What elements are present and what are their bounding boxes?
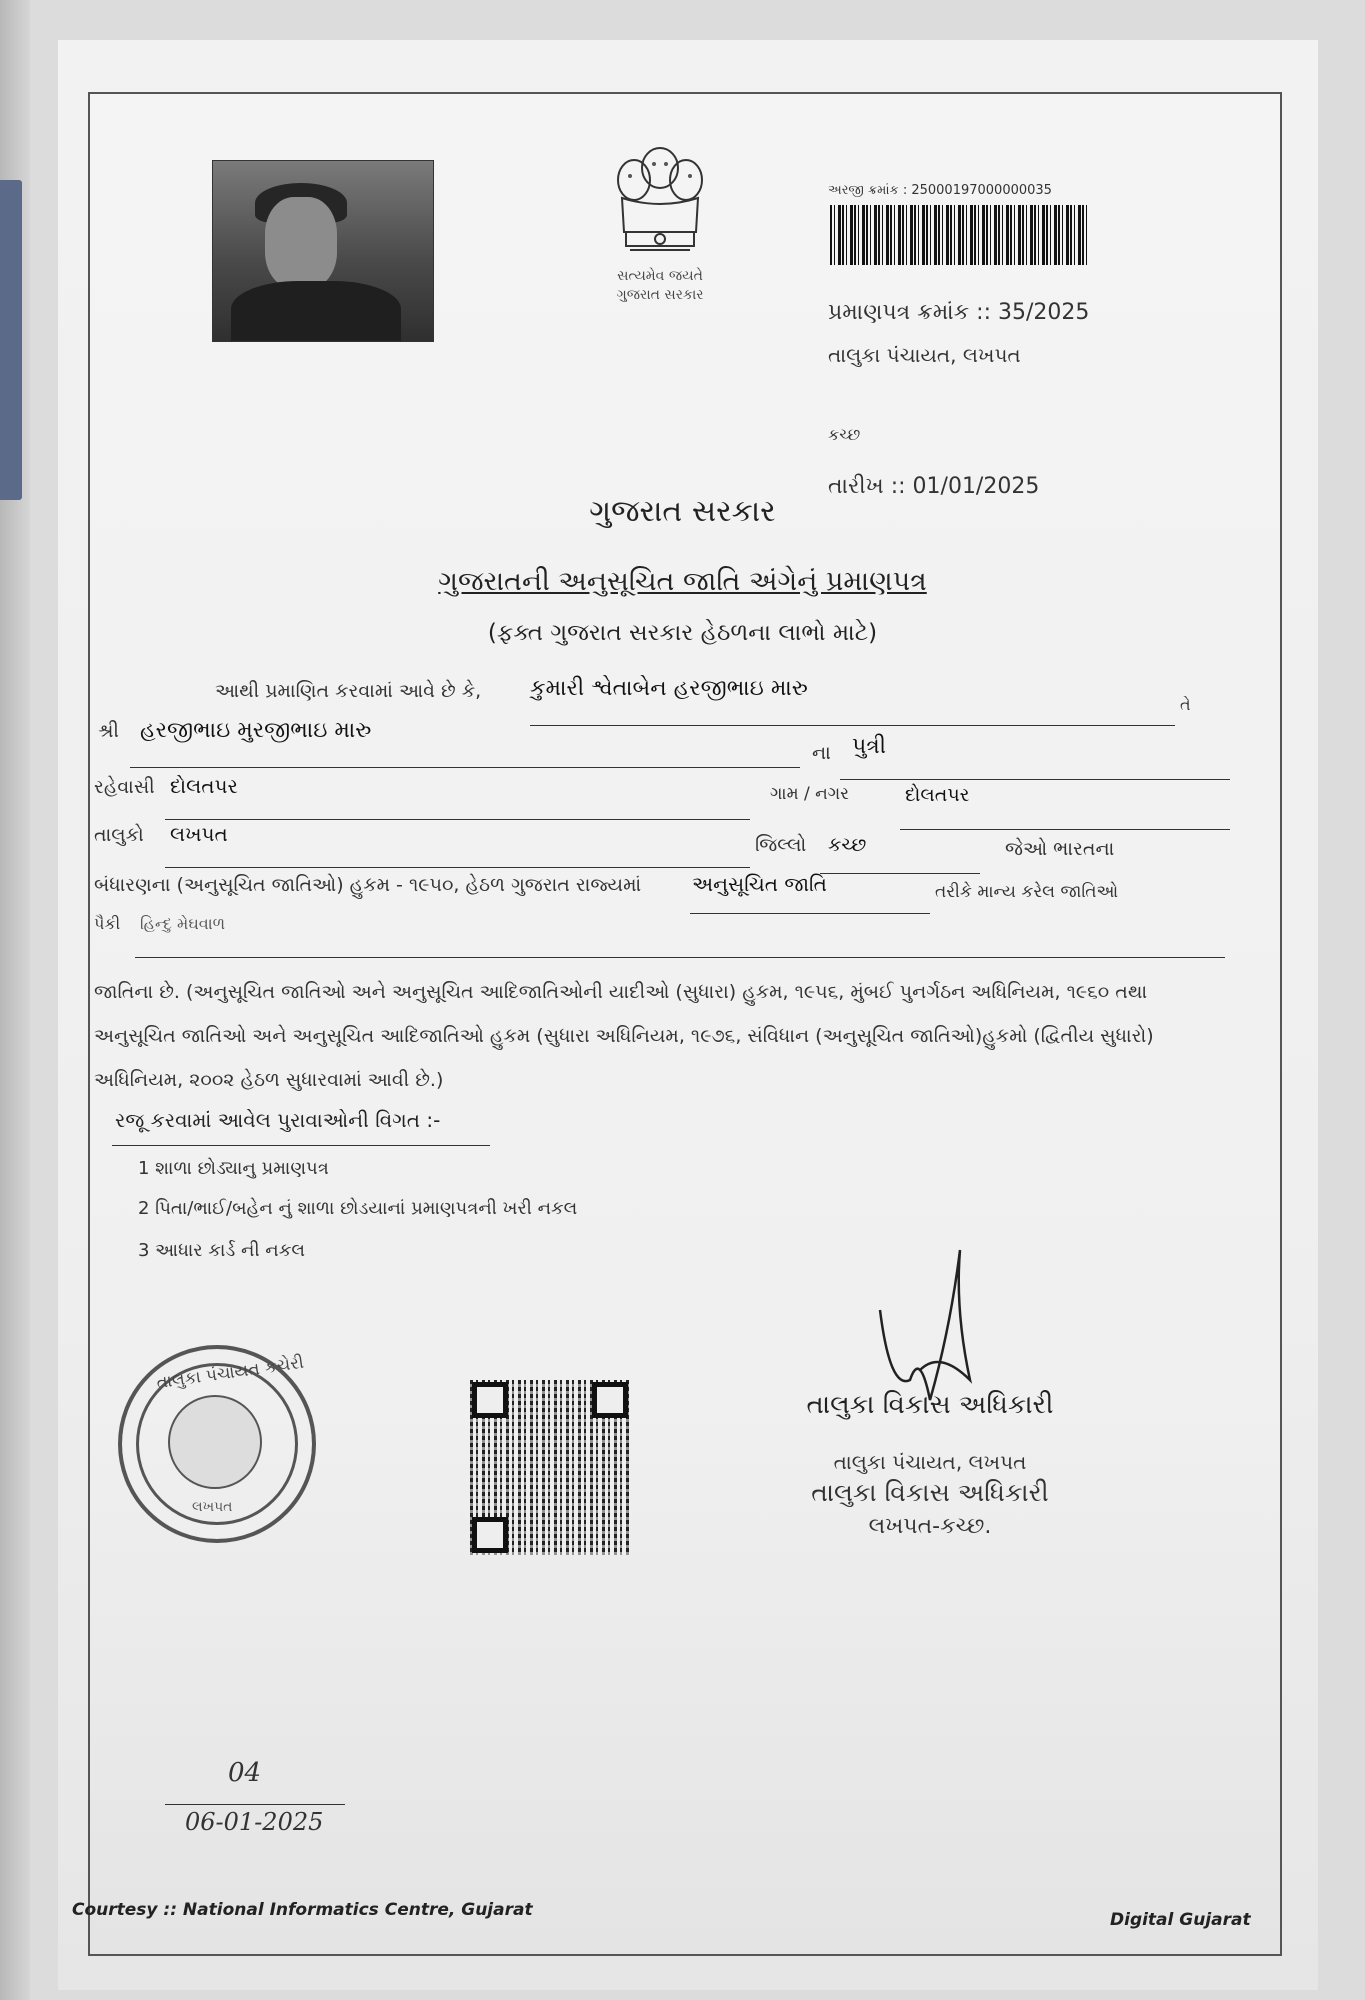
relation-line — [840, 778, 1230, 780]
village-label: ગામ / નગર — [770, 784, 849, 804]
stamp-line-1: તાલુકા પંચાયત, લખપત — [833, 1450, 1027, 1474]
emblem-motto: સત્યમેવ જયતે — [617, 268, 703, 284]
constitution-text: બંધારણના (અનુસૂચિત જાતિઓ) હુકમ - ૧૯૫૦, હેઠળ ગુજરાત રાજ્યમાં — [94, 874, 642, 896]
government-title: ગુજરાત સરકાર — [589, 494, 776, 529]
seal-top-text: તાલુકા પંચાયત કચેરી — [155, 1352, 306, 1394]
taluka-line — [165, 866, 750, 868]
official-signature — [860, 1230, 990, 1410]
evidence-item: 1 શાળા છોડ્યાનુ પ્રમાણપત્ર — [138, 1158, 329, 1179]
qr-finder — [472, 1517, 508, 1553]
village-value: દોલતપર — [905, 784, 970, 806]
handwritten-date: 06-01-2025 — [185, 1808, 324, 1836]
stamp-line-3: લખપત-કચ્છ. — [868, 1514, 992, 1539]
relation-value: પુત્રી — [852, 734, 887, 759]
resident-value: દોલતપર — [170, 774, 238, 798]
category-value: અનુસૂચિત જાતિ — [692, 872, 827, 896]
issuing-office: તાલુકા પંચાયત, લખપત — [828, 343, 1021, 367]
footer-digital-gujarat: Digital Gujarat — [1110, 1910, 1251, 1930]
caste-value: હિન્દુ મેઘવાળ — [140, 914, 226, 933]
legal-paragraph-line-2: અનુસૂચિત જાતિઓ અને અનુસૂચિત આદિજાતિઓ હુકમ (સુધારા અધિનિયમ, ૧૯૭૬, સંવિધાન (અનુસૂચિત જાતિઓ)હુકમો (દ્વિતીય સુધારો) — [94, 1025, 1154, 1047]
handwritten-number: 04 — [228, 1758, 262, 1788]
qr-finder — [472, 1382, 508, 1418]
evidence-heading-line — [112, 1144, 490, 1146]
background-object-edge — [0, 180, 22, 500]
village-line — [900, 828, 1230, 830]
certificate-number: પ્રમાણપત્ર ક્રમાંક :: 35/2025 — [828, 300, 1090, 325]
resident-line — [165, 818, 750, 820]
na-label: ના — [812, 742, 831, 764]
photo-face — [265, 197, 337, 289]
legal-paragraph-line-1: જાતિના છે. (અનુસૂચિત જાતિઓ અને અનુસૂચિત આદિજાતિઓની યાદીઓ (સુધારા) હુકમ, ૧૯૫૬, મુંબઈ પુનર્ગઠન અધિનિયમ, ૧૯૬૦ તથા — [94, 981, 1148, 1003]
qr-code — [470, 1380, 630, 1555]
application-number: અરજી ક્રમાંક : 25000197000000035 — [828, 183, 1052, 198]
seal-emblem — [168, 1395, 262, 1489]
evidence-heading: રજૂ કરવામાં આવેલ પુરાવાઓની વિગત :- — [115, 1108, 441, 1132]
footer-courtesy: Courtesy :: National Informatics Centre, Gujarat — [72, 1900, 533, 1920]
issue-date: તારીખ :: 01/01/2025 — [828, 474, 1040, 499]
handwritten-divider — [165, 1803, 345, 1805]
evidence-item: 2 પિતા/ભાઈ/બહેન નું શાળા છોડયાનાં પ્રમાણપત્રની ખરી નકલ — [138, 1198, 578, 1219]
state-emblem-icon — [600, 140, 720, 270]
taluka-value: લખપત — [170, 822, 228, 846]
qr-finder — [592, 1382, 628, 1418]
father-name: હરજીભાઇ મુરજીભાઇ મારુ — [140, 718, 372, 743]
certificate-note: (ફક્ત ગુજરાત સરકાર હેઠળના લાભો માટે) — [487, 620, 878, 646]
photo-body — [231, 281, 401, 342]
district-line — [820, 872, 980, 874]
certify-label: આથી પ્રમાણિત કરવામાં આવે છે કે, — [215, 680, 482, 702]
taluka-label: તાલુકો — [94, 824, 144, 846]
applicant-name-line — [530, 724, 1175, 726]
issuing-district: કચ્છ — [828, 425, 861, 444]
recognized-text: તરીકે માન્ય કરેલ જાતિઓ — [935, 882, 1119, 902]
father-name-line — [130, 766, 800, 768]
legal-paragraph — [94, 970, 1244, 1102]
caste-prefix: પૈકી — [94, 914, 121, 933]
category-line — [690, 912, 930, 914]
evidence-item: 3 આધાર કાર્ડ ની નકલ — [138, 1240, 306, 1261]
barcode — [830, 205, 1088, 265]
resident-label: રહેવાસી — [94, 776, 155, 798]
caste-line — [135, 956, 1225, 958]
applicant-name: કુમારી શ્વેતાબેન હરજીભાઇ મારુ — [530, 676, 808, 701]
district-value: કચ્છ — [828, 834, 867, 856]
te-label: તે — [1180, 695, 1191, 714]
stamp-line-2: તાલુકા વિકાસ અધિકારી — [811, 1478, 1049, 1507]
certificate-title: ગુજરાતની અનુસૂચિત જાતિ અંગેનું પ્રમાણપત્ર — [438, 566, 927, 597]
legal-paragraph-line-3: અધિનિયમ, ૨૦૦૨ હેઠળ સુધારવામાં આવી છે.) — [94, 1069, 444, 1091]
office-seal — [118, 1345, 316, 1543]
applicant-photo — [212, 160, 434, 342]
jeo-bharat-label: જેઓ ભારતના — [1005, 838, 1115, 860]
printed-officer-title: તાલુકા વિકાસ અધિકારી — [806, 1390, 1054, 1420]
seal-bottom-text: લખપત — [192, 1499, 233, 1515]
emblem-gov-name: ગુજરાત સરકાર — [616, 287, 704, 303]
shri-label: શ્રી — [98, 720, 119, 742]
district-label: જિલ્લો — [755, 834, 807, 856]
